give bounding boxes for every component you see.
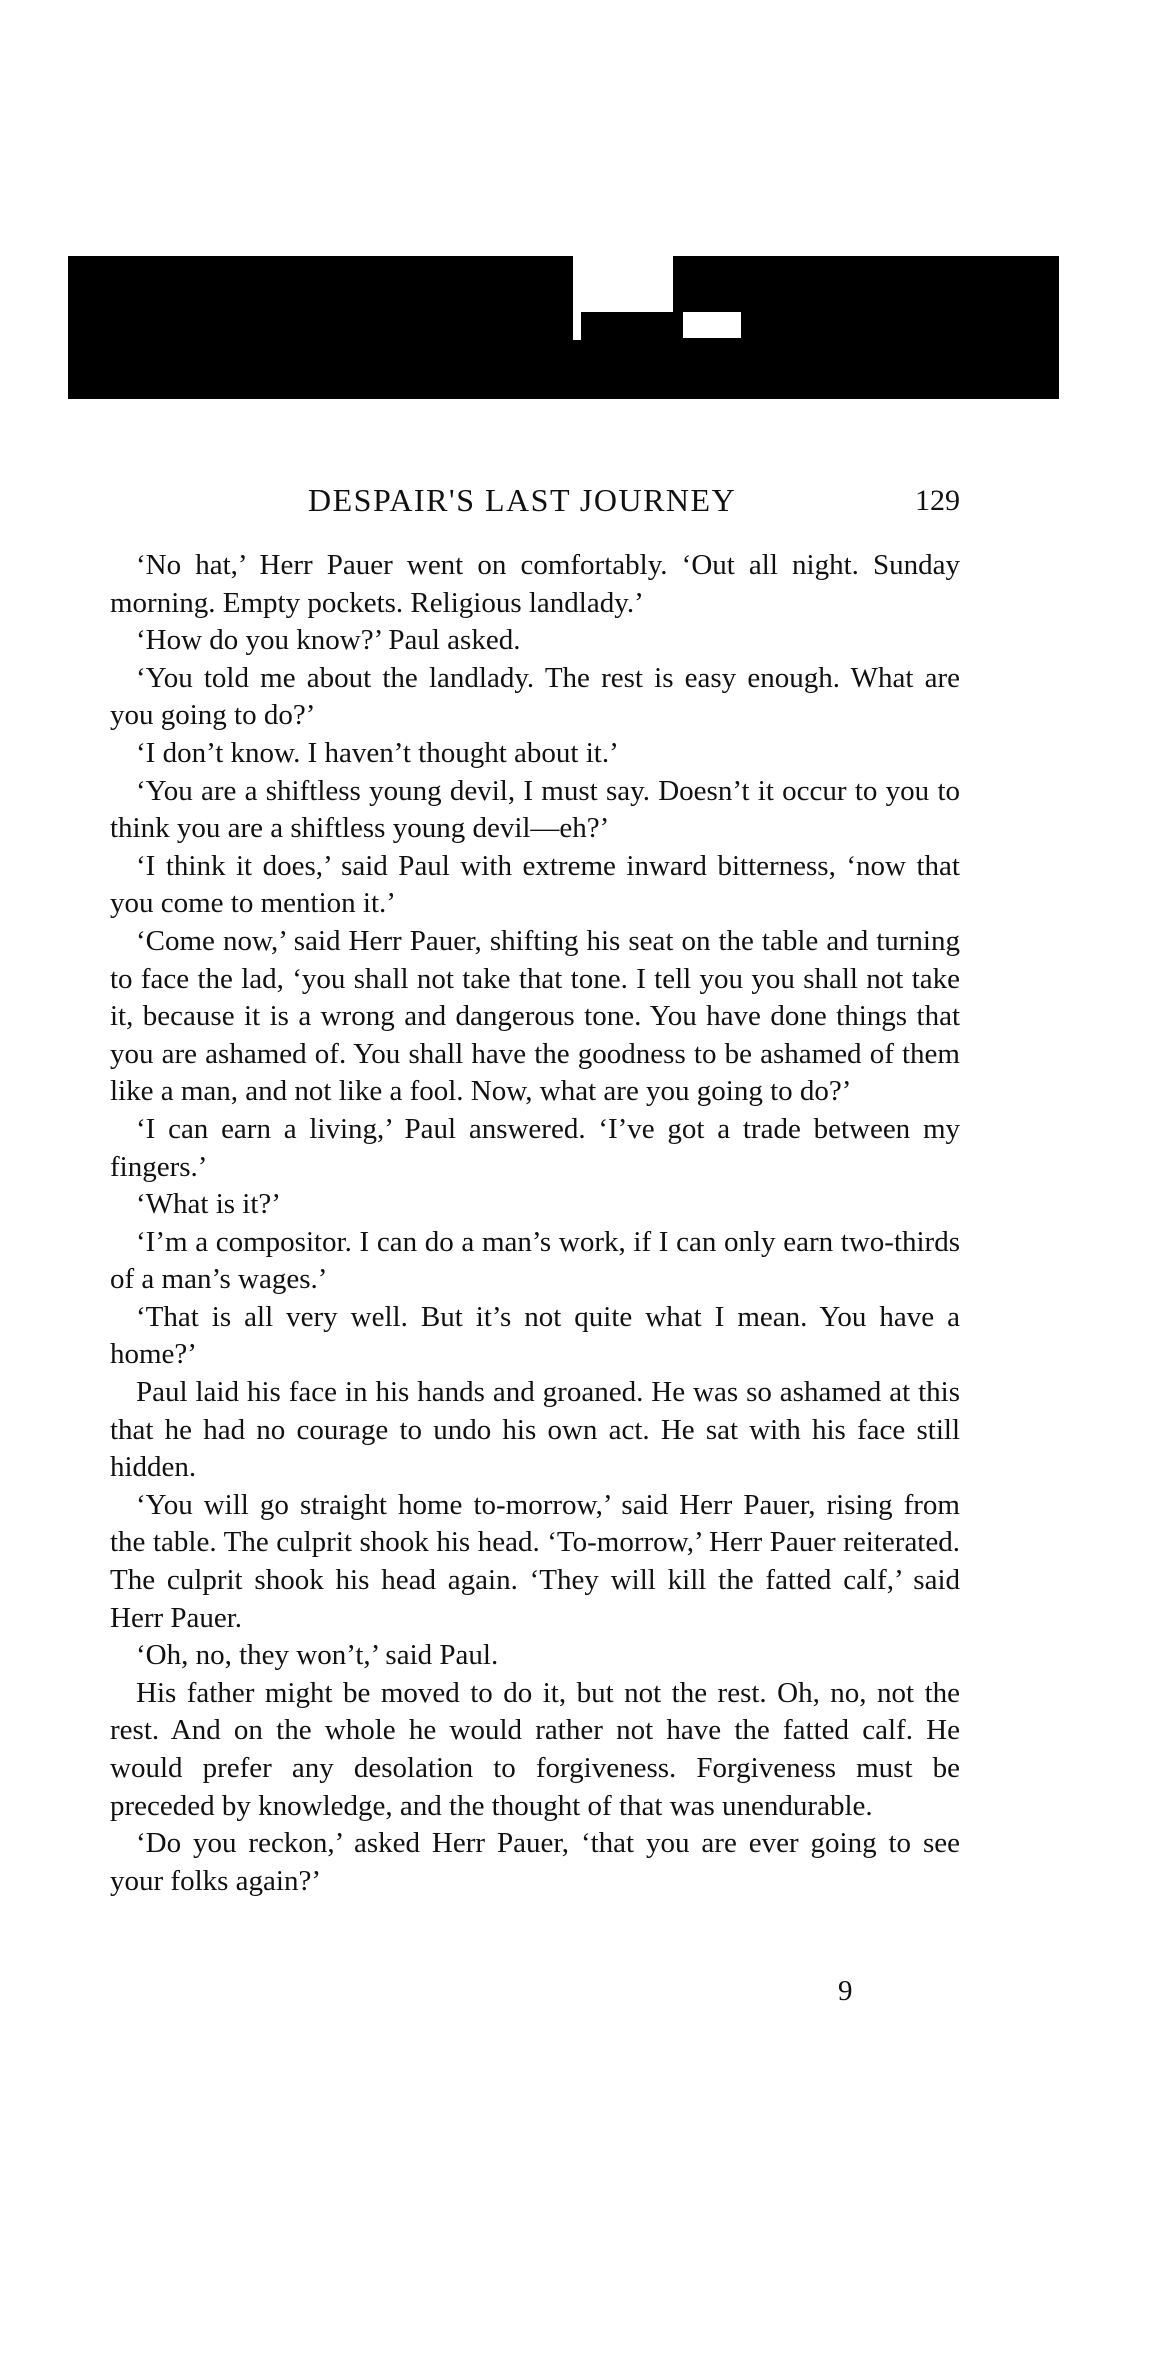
paragraph: ‘You will go straight home to-morrow,’ said Herr Pauer, rising from the table. The culprit shook his head. ‘To-morrow,’ Herr Pauer reiterated. The culprit shook his head again. ‘They will kill the fatted calf,’ said Herr Pauer. xyxy=(110,1488,960,1634)
signature-mark: 9 xyxy=(838,1975,853,2007)
paragraph: ‘You are a shiftless young devil, I must say. Doesn’t it occur to you to think you are a shiftless young devil—eh?’ xyxy=(110,774,960,845)
redaction-bar xyxy=(68,256,1059,399)
page-title: DESPAIR'S LAST JOURNEY xyxy=(308,482,737,518)
paragraph: ‘I think it does,’ said Paul with extreme inward bitterness, ‘now that you come to mention it.’ xyxy=(110,849,960,920)
paragraph: ‘Do you reckon,’ asked Herr Pauer, ‘that you are ever going to see your folks again?’ xyxy=(110,1827,960,1897)
paragraph: Paul laid his face in his hands and groaned. He was so ashamed at this that he had no courage to undo his own act. He sat with his face still hidden. xyxy=(110,1376,960,1484)
body-text xyxy=(110,547,960,1900)
running-head xyxy=(110,478,960,526)
paragraph: ‘I’m a compositor. I can do a man’s work, if I can only earn two-thirds of a man’s wages.’ xyxy=(110,1225,960,1296)
paragraph: ‘How do you know?’ Paul asked. xyxy=(136,624,521,657)
paragraph: ‘Oh, no, they won’t,’ said Paul. xyxy=(136,1639,499,1672)
paragraph: ‘You told me about the landlady. The rest is easy enough. What are you going to do?’ xyxy=(110,661,960,732)
paragraph: ‘That is all very well. But it’s not quite what I mean. You have a home?’ xyxy=(110,1300,960,1371)
paragraph: His father might be moved to do it, but not the rest. Oh, no, not the rest. And on the whole he would rather not have the fatted calf. He would prefer any desolation to forgiveness. Forgiveness must be preceded by knowledge, and the thought of that was unendurable. xyxy=(110,1676,960,1822)
paragraph: ‘I can earn a living,’ Paul answered. ‘I’ve got a trade between my fingers.’ xyxy=(110,1112,960,1183)
page-number: 129 xyxy=(915,484,960,517)
paragraph: ‘Come now,’ said Herr Pauer, shifting his seat on the table and turning to face the lad, ‘you shall not take that tone. I tell you you shall not take it, because it is a wrong and dangerous tone. You have done things that you are ashamed of. You shall have the goodness to be ashamed of them like a man, and not like a fool. Now, what are you going to do?’ xyxy=(110,924,960,1108)
paragraph: ‘What is it?’ xyxy=(136,1188,281,1221)
bar-notch xyxy=(573,256,733,346)
paragraph: ‘No hat,’ Herr Pauer went on comfortably. ‘Out all night. Sunday morning. Empty pockets. Religious landlady.’ xyxy=(110,549,960,619)
paragraph: ‘I don’t know. I haven’t thought about it.’ xyxy=(136,736,619,769)
